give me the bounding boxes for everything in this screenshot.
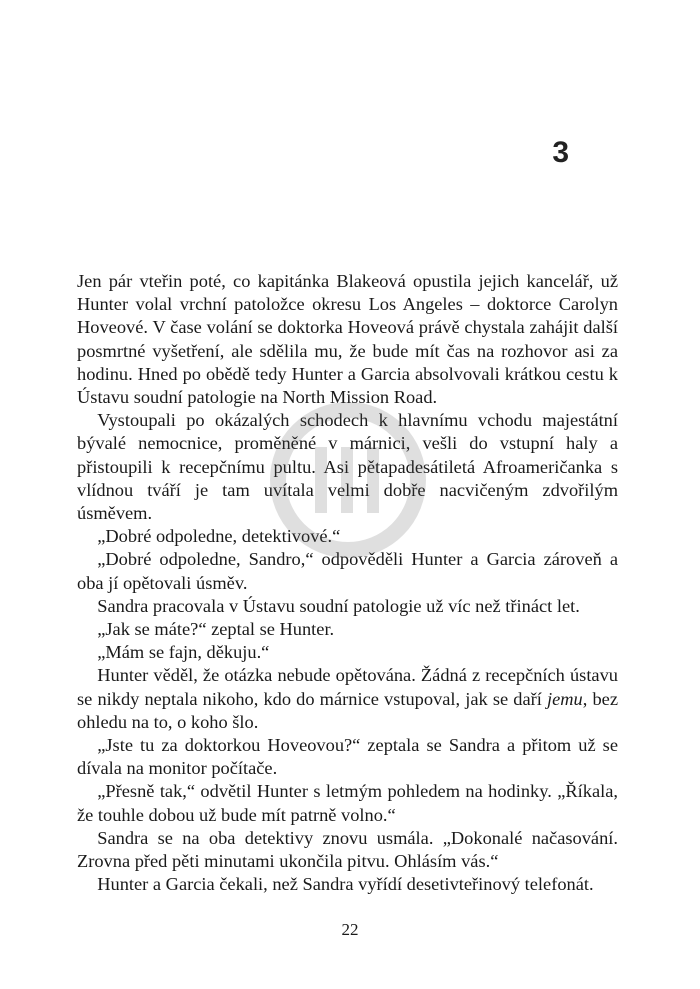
page-number: 22 (341, 920, 359, 939)
paragraph (77, 873, 618, 896)
paragraph-text: Hunter a Garcia čekali, než Sandra vyřídí desetivteřinový telefonát. (97, 874, 594, 895)
paragraph-text: „Přesně tak,“ odvětil Hunter s letmým pohledem na hodinky. „Říkala, že touhle dobou už bude mít patrně volno.“ (77, 781, 618, 825)
paragraph (77, 548, 618, 594)
paragraph (77, 595, 618, 618)
paragraph (77, 780, 618, 826)
paragraph (77, 270, 618, 409)
paragraph-text: „Mám se fajn, děkuju.“ (97, 642, 270, 663)
emphasized-text: jemu (547, 688, 583, 709)
body-text (77, 270, 618, 896)
chapter-number: 3 (552, 136, 569, 169)
paragraph-text: Hunter věděl, že otázka nebude opětována. Žádná z recepčních ústavu se nikdy neptala nikoho, kdo do márnice vstupoval, jak se daří (77, 665, 618, 709)
paragraph-text: „Dobré odpoledne, Sandro,“ odpověděli Hunter a Garcia zároveň a oba jí opětovali úsměv. (77, 549, 618, 593)
paragraph-text: „Jste tu za doktorkou Hoveovou?“ zeptala se Sandra a přitom už se dívala na monitor počítače. (77, 735, 618, 779)
paragraph (77, 734, 618, 780)
paragraph-text: „Jak se máte?“ zeptal se Hunter. (97, 619, 335, 640)
paragraph-text: Sandra se na oba detektivy znovu usmála. „Dokonalé načasování. Zrovna před pěti minutami ukončila pitvu. Ohlásím vás.“ (77, 827, 618, 872)
paragraph (77, 827, 618, 873)
paragraph-text: „Dobré odpoledne, detektivové.“ (97, 526, 341, 547)
paragraph (77, 525, 618, 548)
paragraph (77, 664, 618, 734)
paragraph (77, 641, 618, 664)
paragraph-text: Jen pár vteřin poté, co kapitánka Blakeová opustila jejich kancelář, už Hunter volal vrchní patoložce okresu Los Angeles – doktorce Carolyn Hoveové. V čase volání se doktorka Hoveová právě chystala zahájit další posmrtné vyšetření, ale sdělila mu, že bude mít čas na rozhovor asi za hodinu. Hned po obědě tedy Hunter a Garcia absolvovali krátkou cestu k Ústavu soudní patologie na North Mission Road. (77, 271, 618, 408)
paragraph-text: , bez ohledu na to, o koho šlo. (77, 688, 618, 732)
paragraph (77, 618, 618, 641)
paragraph (77, 409, 618, 525)
paragraph-text: Sandra pracovala v Ústavu soudní patologie už víc než třináct let. (97, 595, 580, 616)
paragraph-text: Vystoupali po okázalých schodech k hlavnímu vchodu majestátní bývalé nemocnice, proměněné v márnici, vešli do vstupní haly a přistoupili k recepčnímu pultu. Asi pětapadesátiletá Afroameričanka s vlídnou tváří je tam uvítala velmi dobře nacvičeným zdvořilým úsměvem. (77, 410, 618, 524)
